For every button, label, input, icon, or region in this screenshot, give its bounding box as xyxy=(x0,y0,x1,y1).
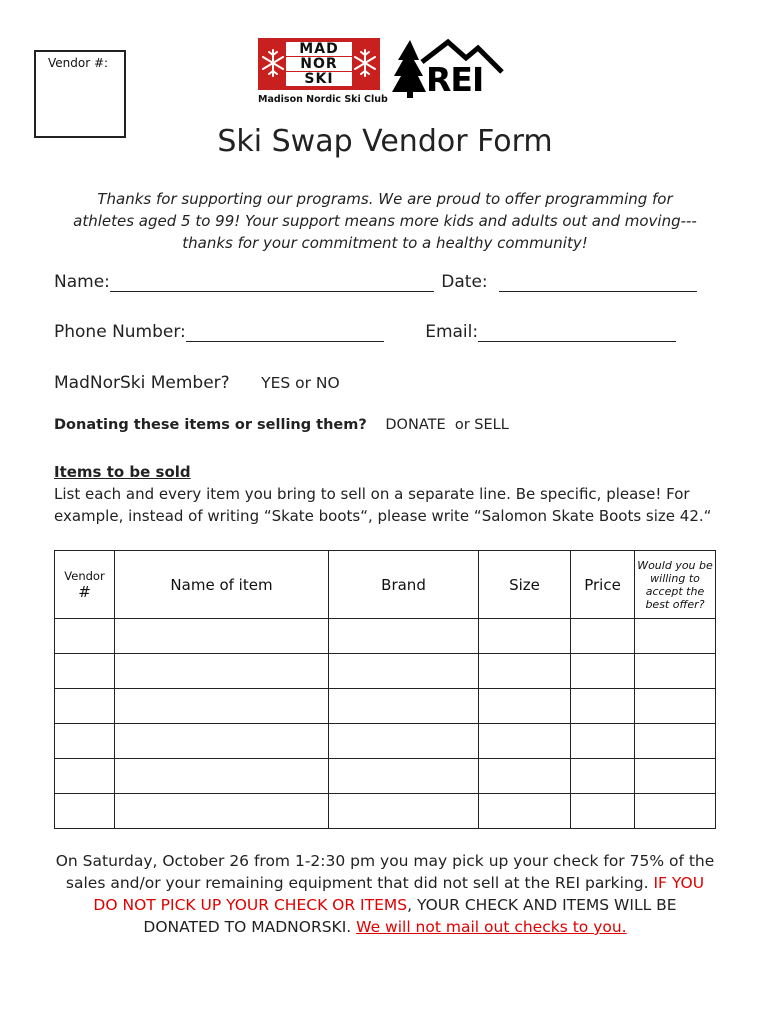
snowflake-icon xyxy=(354,48,376,78)
items-instructions: List each and every item you bring to sell on a separate line. Be specific, please! For example, instead of writing “Skate boots“, please write “Salomon Skate Boots size 42.“ xyxy=(54,485,712,525)
cell-price[interactable] xyxy=(571,724,635,759)
notice-no-mail: We will not mail out checks to you. xyxy=(356,918,627,936)
donate-row xyxy=(54,417,509,433)
cell-size[interactable] xyxy=(479,759,571,794)
table-header-row xyxy=(55,551,716,619)
intro-text: Thanks for supporting our programs. We are proud to offer programming for athletes aged 5 to 99! Your support means more kids and adults out and moving---thanks for your commitment to a healthy community! xyxy=(73,190,697,252)
cell-item-name[interactable] xyxy=(115,724,329,759)
member-row xyxy=(54,373,340,393)
cell-vendor-number[interactable] xyxy=(55,689,115,724)
pickup-notice xyxy=(54,850,716,938)
rei-logo xyxy=(392,36,504,100)
cell-best-offer[interactable] xyxy=(635,759,716,794)
notice-warning: IF YOU DO NOT PICK UP YOUR CHECK OR ITEMS xyxy=(93,874,705,914)
rei-wordmark: REI xyxy=(426,60,484,99)
cell-item-name[interactable] xyxy=(115,759,329,794)
cell-price[interactable] xyxy=(571,794,635,829)
page-title: Ski Swap Vendor Form xyxy=(217,124,553,159)
cell-brand[interactable] xyxy=(329,689,479,724)
items-heading: Items to be sold xyxy=(54,463,191,481)
col-item-name: Name of item xyxy=(115,551,329,619)
cell-vendor-number[interactable] xyxy=(55,654,115,689)
phone-label: Phone Number: xyxy=(54,322,186,342)
phone-field[interactable] xyxy=(186,323,384,342)
cell-size[interactable] xyxy=(479,794,571,829)
cell-best-offer[interactable] xyxy=(635,619,716,654)
table-row xyxy=(55,689,716,724)
table-row xyxy=(55,724,716,759)
cell-brand[interactable] xyxy=(329,654,479,689)
col-size: Size xyxy=(479,551,571,619)
cell-best-offer[interactable] xyxy=(635,724,716,759)
cell-price[interactable] xyxy=(571,759,635,794)
col-best-offer: Would you be willing to accept the best offer? xyxy=(635,551,716,619)
notice-text-2: , YOUR CHECK AND ITEMS WILL BE DONATED TO MADNORSKI. xyxy=(143,896,677,936)
table-row xyxy=(55,794,716,829)
donate-label: Donating these items or selling them? xyxy=(54,417,367,433)
col-brand: Brand xyxy=(329,551,479,619)
cell-vendor-number[interactable] xyxy=(55,794,115,829)
date-field[interactable] xyxy=(499,273,697,292)
cell-item-name[interactable] xyxy=(115,794,329,829)
cell-best-offer[interactable] xyxy=(635,794,716,829)
cell-price[interactable] xyxy=(571,619,635,654)
notice-text-1: On Saturday, October 26 from 1-2:30 pm you may pick up your check for 75% of the sales and/or your remaining equipment that did not sell at the REI parking. xyxy=(55,852,715,892)
cell-brand[interactable] xyxy=(329,619,479,654)
name-field[interactable] xyxy=(110,273,434,292)
cell-size[interactable] xyxy=(479,654,571,689)
items-section xyxy=(54,461,724,527)
snowflake-icon xyxy=(262,48,284,78)
table-row xyxy=(55,654,716,689)
cell-price[interactable] xyxy=(571,689,635,724)
member-label: MadNorSki Member? xyxy=(54,373,230,393)
date-label: Date: xyxy=(441,272,488,292)
madnorski-logo-wordmark xyxy=(286,42,352,87)
cell-item-name[interactable] xyxy=(115,654,329,689)
cell-size[interactable] xyxy=(479,724,571,759)
logo-word-nor: NOR xyxy=(286,57,352,71)
email-field[interactable] xyxy=(478,323,676,342)
cell-brand[interactable] xyxy=(329,759,479,794)
name-date-row xyxy=(54,272,697,292)
cell-vendor-number[interactable] xyxy=(55,619,115,654)
cell-brand[interactable] xyxy=(329,724,479,759)
madnorski-caption: Madison Nordic Ski Club xyxy=(258,94,388,105)
phone-email-row xyxy=(54,322,676,342)
cell-vendor-number[interactable] xyxy=(55,759,115,794)
col-vendor-number xyxy=(55,551,115,619)
cell-item-name[interactable] xyxy=(115,619,329,654)
donate-options[interactable]: DONATE or SELL xyxy=(385,417,509,433)
cell-best-offer[interactable] xyxy=(635,689,716,724)
logo-word-mad: MAD xyxy=(286,42,352,56)
table-row xyxy=(55,619,716,654)
cell-best-offer[interactable] xyxy=(635,654,716,689)
cell-price[interactable] xyxy=(571,654,635,689)
madnorski-logo xyxy=(258,38,388,110)
vendor-number-label: Vendor #: xyxy=(48,56,109,70)
cell-size[interactable] xyxy=(479,619,571,654)
logo-word-ski: SKI xyxy=(286,72,352,86)
cell-brand[interactable] xyxy=(329,794,479,829)
member-options[interactable]: YES or NO xyxy=(261,374,340,392)
col-vendor-label: Vendor xyxy=(64,568,105,583)
items-table xyxy=(54,550,716,829)
col-vendor-hash: # xyxy=(78,582,91,601)
name-label: Name: xyxy=(54,272,110,292)
cell-size[interactable] xyxy=(479,689,571,724)
cell-item-name[interactable] xyxy=(115,689,329,724)
email-label: Email: xyxy=(425,322,479,342)
table-row xyxy=(55,759,716,794)
col-price: Price xyxy=(571,551,635,619)
cell-vendor-number[interactable] xyxy=(55,724,115,759)
